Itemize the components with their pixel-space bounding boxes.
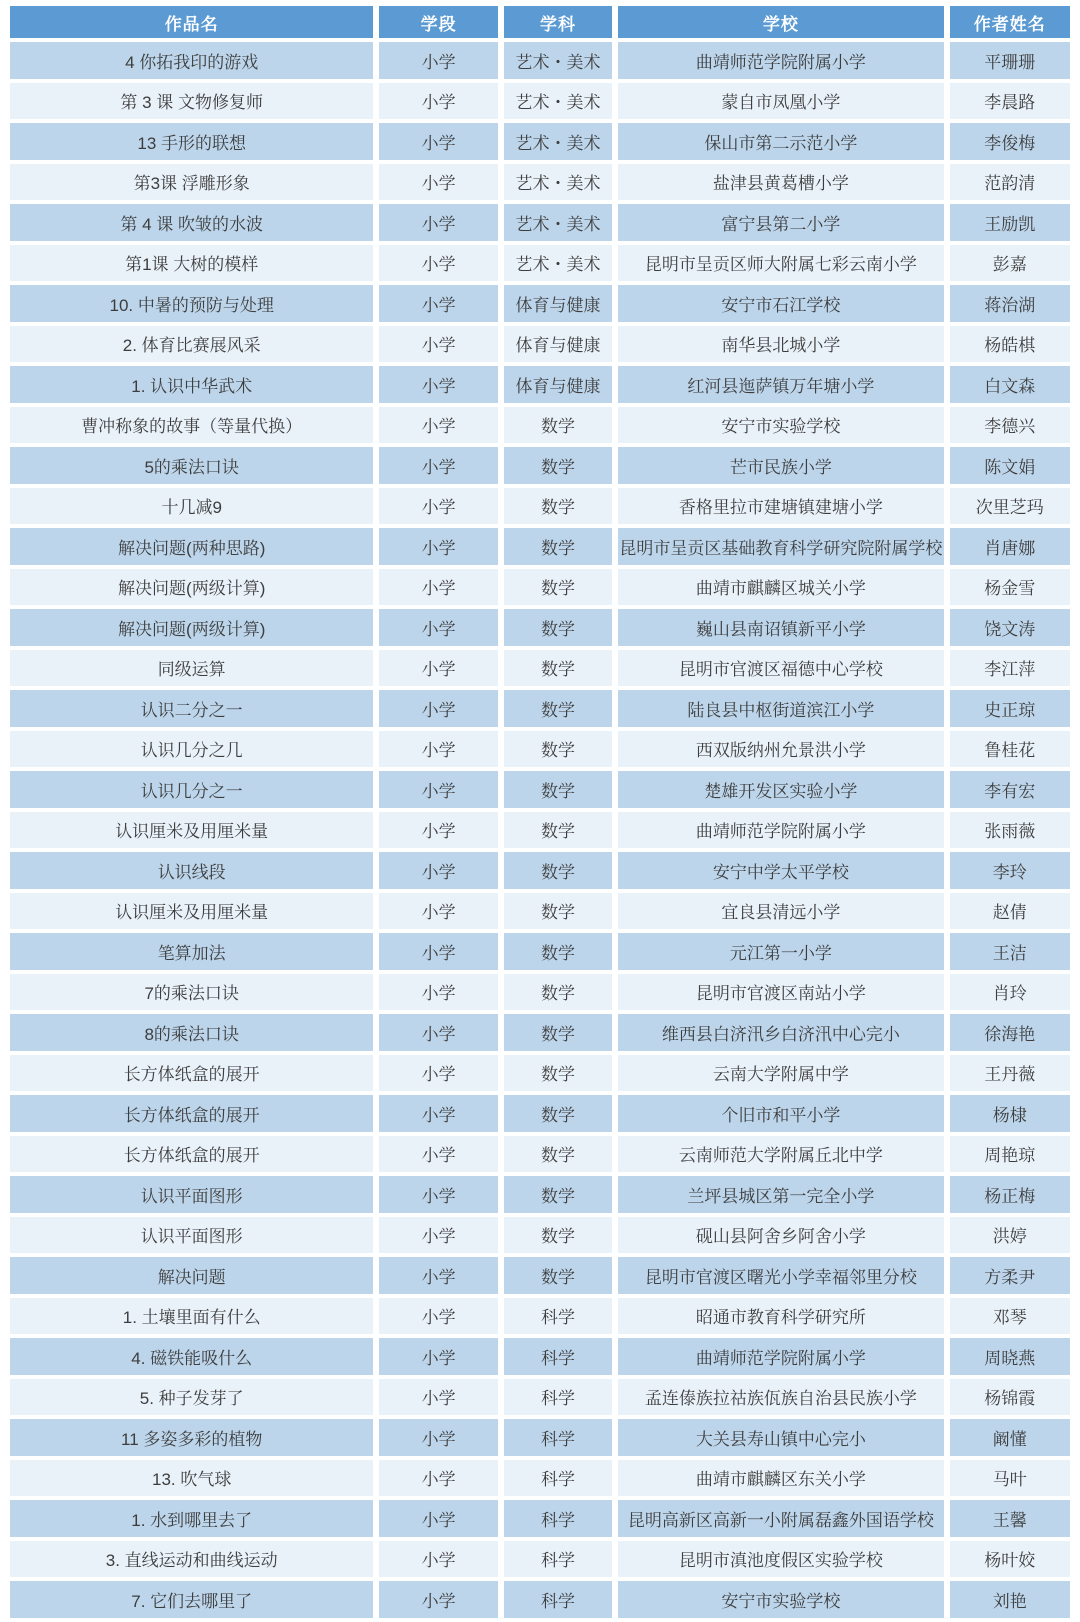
cell-work-title: 曹冲称象的故事（等量代换） [10,407,373,444]
table-row [10,771,1070,808]
column-header-4: 作者姓名 [950,6,1071,38]
table-row [10,366,1070,403]
cell-subject: 数学 [504,488,612,525]
cell-subject: 数学 [504,731,612,768]
cell-school: 大关县寿山镇中心完小 [618,1419,943,1456]
cell-stage: 小学 [379,1217,497,1254]
cell-work-title: 13 手形的联想 [10,123,373,160]
cell-work-title: 7. 它们去哪里了 [10,1581,373,1618]
cell-work-title: 认识几分之一 [10,771,373,808]
cell-school: 昆明市官渡区福德中心学校 [618,650,943,687]
cell-subject: 数学 [504,812,612,849]
cell-school: 安宁市石江学校 [618,285,943,322]
cell-work-title: 认识厘米及用厘米量 [10,812,373,849]
cell-subject: 数学 [504,528,612,565]
cell-work-title: 5. 种子发芽了 [10,1379,373,1416]
cell-school: 昆明市官渡区南站小学 [618,974,943,1011]
table-row [10,1217,1070,1254]
cell-school: 楚雄开发区实验小学 [618,771,943,808]
cell-work-title: 第 3 课 文物修复师 [10,83,373,120]
cell-author: 陈文娟 [950,447,1071,484]
table-row [10,123,1070,160]
cell-author: 王洁 [950,933,1071,970]
cell-subject: 数学 [504,1014,612,1051]
cell-school: 安宁中学太平学校 [618,852,943,889]
cell-stage: 小学 [379,528,497,565]
cell-work-title: 认识平面图形 [10,1217,373,1254]
cell-work-title: 1. 水到哪里去了 [10,1500,373,1537]
cell-school: 曲靖师范学院附属小学 [618,42,943,79]
column-header-1: 学段 [379,6,497,38]
cell-work-title: 认识二分之一 [10,690,373,727]
cell-school: 云南师范大学附属丘北中学 [618,1136,943,1173]
cell-author: 李有宏 [950,771,1071,808]
cell-subject: 艺术・美术 [504,42,612,79]
cell-stage: 小学 [379,569,497,606]
cell-work-title: 长方体纸盒的展开 [10,1095,373,1132]
cell-stage: 小学 [379,690,497,727]
cell-work-title: 8的乘法口诀 [10,1014,373,1051]
cell-subject: 数学 [504,1136,612,1173]
cell-subject: 艺术・美术 [504,164,612,201]
cell-work-title: 长方体纸盒的展开 [10,1136,373,1173]
cell-work-title: 1. 土壤里面有什么 [10,1298,373,1335]
cell-subject: 数学 [504,650,612,687]
cell-author: 周艳琼 [950,1136,1071,1173]
cell-author: 马叶 [950,1460,1071,1497]
cell-subject: 艺术・美术 [504,245,612,282]
cell-author: 李德兴 [950,407,1071,444]
cell-subject: 体育与健康 [504,285,612,322]
table-row [10,933,1070,970]
table-row [10,1257,1070,1294]
table-row [10,1176,1070,1213]
cell-school: 富宁县第二小学 [618,204,943,241]
cell-school: 安宁市实验学校 [618,407,943,444]
cell-school: 曲靖市麒麟区东关小学 [618,1460,943,1497]
cell-work-title: 4. 磁铁能吸什么 [10,1338,373,1375]
cell-stage: 小学 [379,245,497,282]
cell-author: 鲁桂花 [950,731,1071,768]
table-row [10,326,1070,363]
cell-work-title: 解决问题(两种思路) [10,528,373,565]
cell-work-title: 1. 认识中华武术 [10,366,373,403]
cell-stage: 小学 [379,407,497,444]
cell-stage: 小学 [379,1541,497,1578]
cell-stage: 小学 [379,1419,497,1456]
cell-author: 赵倩 [950,893,1071,930]
cell-school: 曲靖师范学院附属小学 [618,1338,943,1375]
cell-stage: 小学 [379,366,497,403]
cell-school: 云南大学附属中学 [618,1055,943,1092]
cell-school: 个旧市和平小学 [618,1095,943,1132]
cell-stage: 小学 [379,1257,497,1294]
cell-school: 昆明市官渡区曙光小学幸福邻里分校 [618,1257,943,1294]
cell-author: 洪婷 [950,1217,1071,1254]
cell-work-title: 11 多姿多彩的植物 [10,1419,373,1456]
cell-subject: 数学 [504,1176,612,1213]
cell-author: 杨棣 [950,1095,1071,1132]
awards-table [4,2,1076,1622]
cell-school: 兰坪县城区第一完全小学 [618,1176,943,1213]
cell-author: 范韵清 [950,164,1071,201]
cell-author: 张雨薇 [950,812,1071,849]
cell-author: 平珊珊 [950,42,1071,79]
column-header-0: 作品名 [10,6,373,38]
table-row [10,1095,1070,1132]
cell-school: 元江第一小学 [618,933,943,970]
cell-subject: 科学 [504,1419,612,1456]
cell-work-title: 10. 中暑的预防与处理 [10,285,373,322]
cell-school: 西双版纳州允景洪小学 [618,731,943,768]
cell-author: 杨锦霞 [950,1379,1071,1416]
cell-work-title: 认识厘米及用厘米量 [10,893,373,930]
cell-work-title: 2. 体育比赛展风采 [10,326,373,363]
cell-author: 王馨 [950,1500,1071,1537]
cell-stage: 小学 [379,1379,497,1416]
cell-author: 阚懂 [950,1419,1071,1456]
cell-stage: 小学 [379,1095,497,1132]
cell-school: 保山市第二示范小学 [618,123,943,160]
cell-stage: 小学 [379,812,497,849]
cell-school: 昆明高新区高新一小附属磊鑫外国语学校 [618,1500,943,1537]
cell-stage: 小学 [379,974,497,1011]
cell-author: 肖唐娜 [950,528,1071,565]
table-row [10,488,1070,525]
table-row [10,1338,1070,1375]
cell-subject: 艺术・美术 [504,204,612,241]
cell-work-title: 第3课 浮雕形象 [10,164,373,201]
cell-author: 饶文涛 [950,609,1071,646]
table-row [10,164,1070,201]
cell-author: 刘艳 [950,1581,1071,1618]
cell-stage: 小学 [379,83,497,120]
cell-author: 李晨路 [950,83,1071,120]
cell-stage: 小学 [379,1460,497,1497]
cell-subject: 数学 [504,1217,612,1254]
cell-subject: 数学 [504,447,612,484]
cell-work-title: 十几减9 [10,488,373,525]
cell-stage: 小学 [379,123,497,160]
cell-stage: 小学 [379,1500,497,1537]
cell-school: 安宁市实验学校 [618,1581,943,1618]
cell-subject: 体育与健康 [504,326,612,363]
table-row [10,569,1070,606]
table-row [10,1581,1070,1618]
cell-stage: 小学 [379,42,497,79]
cell-stage: 小学 [379,933,497,970]
cell-school: 盐津县黄葛槽小学 [618,164,943,201]
cell-stage: 小学 [379,771,497,808]
table-row [10,1014,1070,1051]
cell-author: 李玲 [950,852,1071,889]
cell-author: 杨正梅 [950,1176,1071,1213]
cell-author: 彭嘉 [950,245,1071,282]
cell-work-title: 同级运算 [10,650,373,687]
table-row [10,528,1070,565]
table-header [10,6,1070,38]
cell-author: 蒋治湖 [950,285,1071,322]
cell-author: 次里芝玛 [950,488,1071,525]
cell-school: 芒市民族小学 [618,447,943,484]
table-row [10,731,1070,768]
cell-author: 杨皓棋 [950,326,1071,363]
table-row [10,893,1070,930]
cell-stage: 小学 [379,447,497,484]
table-row [10,812,1070,849]
cell-subject: 数学 [504,893,612,930]
cell-work-title: 解决问题(两级计算) [10,569,373,606]
cell-work-title: 认识几分之几 [10,731,373,768]
cell-author: 王励凯 [950,204,1071,241]
cell-subject: 数学 [504,690,612,727]
cell-subject: 科学 [504,1338,612,1375]
cell-stage: 小学 [379,1014,497,1051]
table-row [10,407,1070,444]
table-row [10,83,1070,120]
table-row [10,1136,1070,1173]
cell-subject: 数学 [504,1095,612,1132]
cell-stage: 小学 [379,164,497,201]
cell-subject: 科学 [504,1298,612,1335]
cell-school: 昆明市呈贡区基础教育科学研究院附属学校 [618,528,943,565]
cell-stage: 小学 [379,204,497,241]
cell-work-title: 解决问题(两级计算) [10,609,373,646]
cell-work-title: 认识平面图形 [10,1176,373,1213]
cell-author: 白文森 [950,366,1071,403]
table-row [10,204,1070,241]
cell-subject: 数学 [504,1257,612,1294]
cell-subject: 艺术・美术 [504,123,612,160]
cell-author: 徐海艳 [950,1014,1071,1051]
cell-subject: 数学 [504,609,612,646]
cell-school: 孟连傣族拉祜族佤族自治县民族小学 [618,1379,943,1416]
cell-stage: 小学 [379,488,497,525]
table-body [10,42,1070,1618]
cell-stage: 小学 [379,1298,497,1335]
cell-school: 曲靖市麒麟区城关小学 [618,569,943,606]
cell-stage: 小学 [379,731,497,768]
table-row [10,42,1070,79]
table-row [10,974,1070,1011]
cell-stage: 小学 [379,1338,497,1375]
cell-author: 邓琴 [950,1298,1071,1335]
cell-work-title: 4 你拓我印的游戏 [10,42,373,79]
column-header-2: 学科 [504,6,612,38]
cell-school: 香格里拉市建塘镇建塘小学 [618,488,943,525]
cell-school: 维西县白济汛乡白济汛中心完小 [618,1014,943,1051]
cell-subject: 科学 [504,1541,612,1578]
cell-subject: 数学 [504,852,612,889]
cell-school: 曲靖师范学院附属小学 [618,812,943,849]
cell-school: 昆明市呈贡区师大附属七彩云南小学 [618,245,943,282]
table-row [10,690,1070,727]
cell-work-title: 7的乘法口诀 [10,974,373,1011]
table-row [10,1055,1070,1092]
cell-stage: 小学 [379,326,497,363]
cell-school: 红河县迤萨镇万年塘小学 [618,366,943,403]
cell-school: 砚山县阿舍乡阿舍小学 [618,1217,943,1254]
cell-subject: 艺术・美术 [504,83,612,120]
cell-school: 巍山县南诏镇新平小学 [618,609,943,646]
cell-school: 陆良县中枢街道滨江小学 [618,690,943,727]
cell-stage: 小学 [379,609,497,646]
column-header-3: 学校 [618,6,943,38]
cell-work-title: 第1课 大树的模样 [10,245,373,282]
table-row [10,852,1070,889]
table-row [10,285,1070,322]
table-row [10,1541,1070,1578]
cell-stage: 小学 [379,650,497,687]
cell-work-title: 长方体纸盒的展开 [10,1055,373,1092]
cell-stage: 小学 [379,1176,497,1213]
table-row [10,1460,1070,1497]
cell-author: 方柔尹 [950,1257,1071,1294]
cell-school: 南华县北城小学 [618,326,943,363]
table-row [10,1419,1070,1456]
cell-subject: 科学 [504,1581,612,1618]
cell-work-title: 解决问题 [10,1257,373,1294]
cell-stage: 小学 [379,1055,497,1092]
cell-author: 李俊梅 [950,123,1071,160]
cell-work-title: 笔算加法 [10,933,373,970]
cell-author: 李江萍 [950,650,1071,687]
cell-subject: 数学 [504,407,612,444]
table-row [10,1500,1070,1537]
table-row [10,1379,1070,1416]
cell-stage: 小学 [379,852,497,889]
cell-work-title: 3. 直线运动和曲线运动 [10,1541,373,1578]
cell-stage: 小学 [379,893,497,930]
cell-subject: 数学 [504,569,612,606]
cell-subject: 科学 [504,1460,612,1497]
cell-subject: 科学 [504,1379,612,1416]
cell-school: 昆明市滇池度假区实验学校 [618,1541,943,1578]
table-row [10,1298,1070,1335]
cell-stage: 小学 [379,1581,497,1618]
cell-author: 肖玲 [950,974,1071,1011]
cell-school: 宜良县清远小学 [618,893,943,930]
table-row [10,609,1070,646]
table-row [10,245,1070,282]
table-row [10,447,1070,484]
cell-author: 史正琼 [950,690,1071,727]
cell-stage: 小学 [379,285,497,322]
cell-author: 周晓燕 [950,1338,1071,1375]
cell-author: 王丹薇 [950,1055,1071,1092]
cell-author: 杨叶姣 [950,1541,1071,1578]
cell-work-title: 13. 吹气球 [10,1460,373,1497]
cell-work-title: 5的乘法口诀 [10,447,373,484]
header-row [10,6,1070,38]
cell-subject: 数学 [504,933,612,970]
cell-school: 蒙自市凤凰小学 [618,83,943,120]
cell-subject: 数学 [504,1055,612,1092]
cell-work-title: 第 4 课 吹皱的水波 [10,204,373,241]
cell-author: 杨金雪 [950,569,1071,606]
cell-subject: 数学 [504,771,612,808]
cell-subject: 科学 [504,1500,612,1537]
cell-stage: 小学 [379,1136,497,1173]
table-row [10,650,1070,687]
cell-work-title: 认识线段 [10,852,373,889]
cell-subject: 体育与健康 [504,366,612,403]
cell-subject: 数学 [504,974,612,1011]
cell-school: 昭通市教育科学研究所 [618,1298,943,1335]
